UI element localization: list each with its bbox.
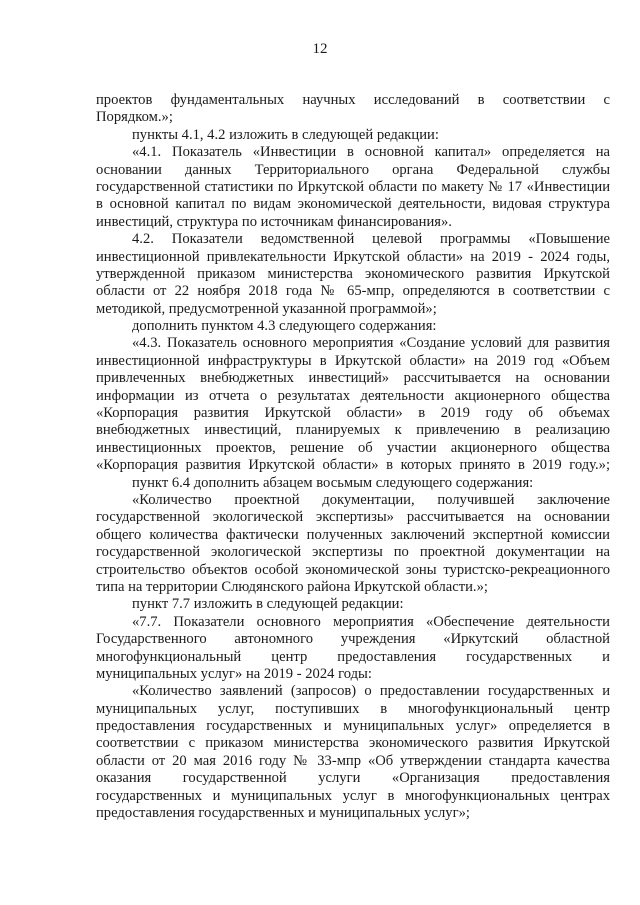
text-line: области от 20 мая 2016 году № 33-мпр «Об утверждении стандарта качества	[96, 752, 610, 769]
text-line: многофункциональный центр предоставления государственных и	[96, 648, 610, 665]
text-line: Государственного автономного учреждения «Иркутский областной	[96, 631, 610, 648]
text-line: государственных и муниципальных услуг в многофункциональных центрах	[96, 787, 610, 804]
page-number: 12	[312, 41, 328, 57]
text-line: «Корпорация развития Иркутской области» в 2019 году об объемах	[96, 405, 610, 422]
text-line: строительство объектов особой экономической зоны туристско-рекреационного	[96, 561, 610, 578]
text-line: инвестиций, структура по источникам финансирования».	[96, 213, 452, 230]
text-line: «Количество заявлений (запросов) о предоставлении государственных и	[132, 683, 610, 700]
text-line: оказания государственной услуги «Организация предоставления	[96, 770, 610, 787]
text-line: общего количества фактически полученных заключений экспертной комиссии	[96, 526, 610, 543]
text-line: внебюджетных инвестиций, планируемых к привлечению в реализацию	[96, 422, 610, 439]
text-line: государственной экологической экспертизы» рассчитывается на основании	[96, 509, 610, 526]
text-line: проектов фундаментальных научных исследований в соответствии с	[96, 92, 610, 108]
text-line: муниципальных услуг» на 2019 - 2024 годы:	[96, 665, 372, 682]
text-line: «4.1. Показатель «Инвестиции в основной капитал» определяется на	[132, 144, 610, 161]
text-line: основании данных Территориального органа Федеральной службы	[96, 161, 610, 178]
text-line: соответствии с приказом министерства экономического развития Иркутской	[96, 735, 610, 752]
text-line: предоставления государственных и муниципальных услуг» определяется в	[96, 718, 610, 735]
text-line: «4.3. Показатель основного мероприятия «Создание условий для развития	[132, 335, 610, 352]
text-line: пункт 6.4 дополнить абзацем восьмым следующего содержания:	[132, 474, 534, 491]
text-line: в основной капитал по видам экономической деятельности, видовая структура	[96, 196, 610, 213]
text-line: пункт 7.7 изложить в следующей редакции:	[132, 596, 404, 613]
text-line: привлеченных внебюджетных инвестиций» рассчитывается на основании	[96, 370, 610, 387]
text-line: «7.7. Показатели основного мероприятия «Обеспечение деятельности	[132, 613, 610, 630]
text-line: инвестиционных проектов, решение об участии акционерного общества	[96, 439, 610, 456]
text-line: методикой, предусмотренной указанной программой»;	[96, 300, 437, 317]
text-line: инвестиционной инфраструктуры в Иркутской области» на 2019 год «Объем	[96, 352, 610, 369]
text-line: типа на территории Слюдянского района Иркутской области.»;	[96, 578, 488, 595]
text-line: 4.2. Показатели ведомственной целевой программы «Повышение	[132, 231, 610, 248]
text-line: государственной статистики по Иркутской области по макету № 17 «Инвестиции	[96, 178, 610, 195]
text-line: пункты 4.1, 4.2 изложить в следующей редакции:	[132, 126, 439, 143]
text-line: предоставления государственных и муниципальных услуг»;	[96, 805, 470, 822]
text-line: информации из отчета о результатах деятельности акционерного общества	[96, 387, 610, 404]
text-line: «Количество проектной документации, получившей заключение	[132, 491, 610, 508]
text-line: утвержденной приказом министерства экономического развития Иркутской	[96, 265, 610, 282]
text-line: дополнить пунктом 4.3 следующего содержания:	[132, 318, 437, 335]
text-line: государственной экологической экспертизы по проектной документации на	[96, 544, 610, 561]
text-line: области от 22 ноября 2018 года № 65-мпр, определяются в соответствии с	[96, 283, 610, 300]
text-line: Порядком.»;	[96, 109, 173, 126]
document-body	[96, 92, 610, 822]
text-line: «Корпорация развития Иркутской области» в которых принято в 2019 году.»;	[96, 457, 610, 474]
text-line: муниципальных услуг, поступивших в многофункциональный центр	[96, 700, 610, 717]
text-line: инвестиционной привлекательности Иркутской области» на 2019 - 2024 годы,	[96, 248, 610, 265]
